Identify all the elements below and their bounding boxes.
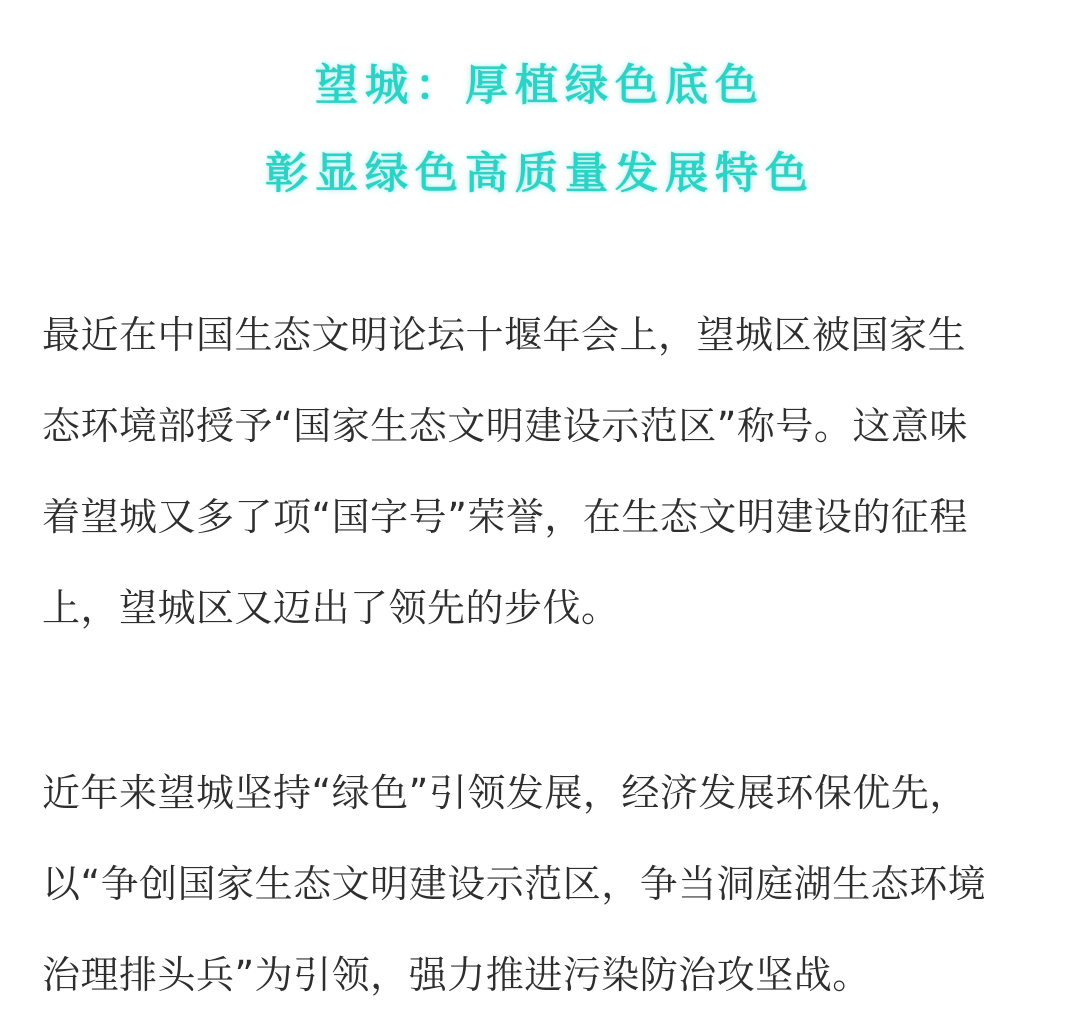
paragraph-line: 最近在中国生态文明论坛十堰年会上，望城区被国家生: [42, 313, 967, 357]
title-line-2: 彰显绿色高质量发展特色: [265, 149, 815, 199]
article-paragraph-2: [42, 748, 1042, 1021]
paragraph-line: 近年来望城坚持“绿色”引领发展，经济发展环保优先，: [42, 771, 968, 815]
article-title: [0, 42, 1080, 218]
title-line-1: 望城：厚植绿色底色: [315, 61, 765, 111]
article-paragraph-1: [42, 290, 1042, 654]
paragraph-line: 治理排头兵”为引领，强力推进污染防治攻坚战。: [42, 953, 871, 997]
paragraph-line: 着望城又多了项“国字号”荣誉，在生态文明建设的征程: [42, 495, 968, 539]
paragraph-line: 态环境部授予“国家生态文明建设示范区”称号。这意味: [42, 404, 968, 448]
paragraph-line: 上，望城区又迈出了领先的步伐。: [42, 586, 620, 630]
paragraph-line: 以“争创国家生态文明建设示范区，争当洞庭湖生态环境: [42, 862, 987, 906]
